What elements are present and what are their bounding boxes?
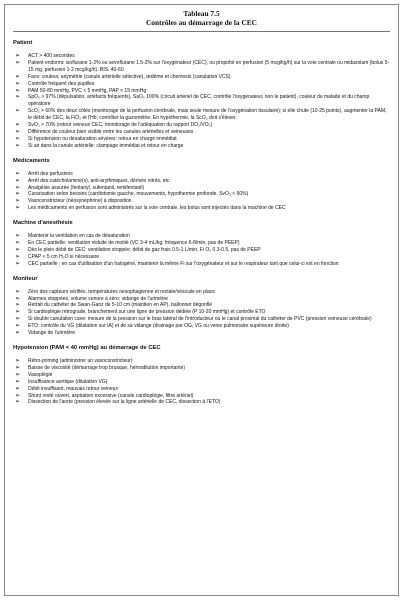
arrow-bullet-icon: ➢ xyxy=(15,59,21,66)
table-number: Tableau 7.5 xyxy=(183,9,220,18)
list-item-text: Dès le plein débit de CEC: ventilation stoppée; débit de gaz frais 0.5-1 L/min, Fi O₂ 0.3-0.5, pas de PEEP xyxy=(28,246,261,253)
list-item xyxy=(13,316,390,323)
list-item xyxy=(13,358,390,365)
section-title: Patient xyxy=(13,40,33,46)
list-item xyxy=(13,178,390,185)
list-item-text: Zéro des capteurs vérifiés, températures oesophagienne et rectale/vésicale en place xyxy=(28,288,216,295)
arrow-bullet-icon: ➢ xyxy=(15,330,21,337)
list-item xyxy=(13,254,390,261)
list-item xyxy=(13,129,390,136)
list-item-text: Si air dans la canule artérielle: clampage immédiat et retour en charge xyxy=(28,142,184,149)
sections-container xyxy=(13,40,390,406)
bullet-list xyxy=(13,233,390,268)
list-item-text: Vasoplégie xyxy=(28,371,53,378)
arrow-bullet-icon: ➢ xyxy=(15,80,21,87)
list-item xyxy=(13,53,390,60)
list-item-text: Retrait du cathéter de Swan-Ganz de 5-10 cm (maintien en AP), ballonnet dégonflé xyxy=(28,302,212,309)
arrow-bullet-icon: ➢ xyxy=(15,364,21,371)
table-title: Contrôles au démarrage de la CEC xyxy=(145,18,258,27)
list-item-text: Curarisation selon besoins (cardiotomie gauche, mouvements, hypothermie profonde, SvO₂ < 60%) xyxy=(28,191,249,198)
arrow-bullet-icon: ➢ xyxy=(15,316,21,323)
section xyxy=(13,276,390,337)
section xyxy=(13,345,390,406)
document-page xyxy=(4,4,399,596)
section-title: Hypotension (PAM < 40 mmHg) au démarrage de CEC xyxy=(13,345,161,351)
list-item-text: Dissection de l'aorte (pression élevée sur la ligne artérielle de CEC, dissection à l'ETO) xyxy=(28,399,221,406)
list-item-text: Insuffisance aortique (dilatation VG) xyxy=(28,378,108,385)
arrow-bullet-icon: ➢ xyxy=(15,253,21,260)
arrow-bullet-icon: ➢ xyxy=(15,170,21,177)
arrow-bullet-icon: ➢ xyxy=(15,53,21,59)
list-item xyxy=(13,233,390,240)
bullet-list xyxy=(13,53,390,150)
list-item-text: ScO₂ > 60% des deux côtés (monitorage de la perfusion cérébrale, mais seule mesure de l'oxygénation tissulaire); si elle chute (10-25 points), augmenter la PAM, le débit de CEC, la FiO₂ et l'Hb; contrôler la gazométrie. En hypothermie, la ScO₂ doit s'élever. xyxy=(28,108,387,122)
arrow-bullet-icon: ➢ xyxy=(15,358,21,364)
list-item-text: Vidange de l'urimètre xyxy=(28,330,76,337)
list-item xyxy=(13,94,390,108)
list-item xyxy=(13,205,390,212)
arrow-bullet-icon: ➢ xyxy=(15,205,21,212)
list-item-text: Si hypotension ou désaturation sévères: retour en charge immédiat xyxy=(28,135,177,142)
list-item-text: En CEC partielle: ventilation réduite de moitié (VC 3-4 mL/kg, fréquence 6-8/min, pas de PEEP) xyxy=(28,240,240,247)
list-item-text: Débit insuffisant, mauvais retour veineux xyxy=(28,385,118,392)
arrow-bullet-icon: ➢ xyxy=(15,94,21,101)
list-item xyxy=(13,136,390,143)
arrow-bullet-icon: ➢ xyxy=(15,246,21,253)
arrow-bullet-icon: ➢ xyxy=(15,128,21,135)
list-item xyxy=(13,309,390,316)
arrow-bullet-icon: ➢ xyxy=(15,233,21,240)
arrow-bullet-icon: ➢ xyxy=(15,302,21,309)
list-item-text: PAM 50-80 mmHg, PVC < 5 mmHg, PAP < 15 mmHg xyxy=(28,87,147,94)
arrow-bullet-icon: ➢ xyxy=(15,73,21,80)
arrow-bullet-icon: ➢ xyxy=(15,240,21,247)
list-item-text: Shunt resté ouvert, aspiration excessive (canule cardioplégie, filtre artériel) xyxy=(28,392,194,399)
list-item-text: Rétro-priming (administrer un vasoconstricteur) xyxy=(28,358,133,364)
list-item xyxy=(13,330,390,337)
list-item xyxy=(13,261,390,268)
arrow-bullet-icon: ➢ xyxy=(15,260,21,267)
list-item xyxy=(13,399,390,406)
section-title: Machine d'anesthésie xyxy=(13,220,73,227)
list-item-text: Maintenir la ventilation en cas de désaturation xyxy=(28,233,130,240)
list-item xyxy=(13,240,390,247)
arrow-bullet-icon: ➢ xyxy=(15,122,21,129)
bullet-list xyxy=(13,289,390,337)
list-item xyxy=(13,198,390,205)
list-item xyxy=(13,191,390,198)
arrow-bullet-icon: ➢ xyxy=(15,295,21,302)
list-item-text: Baisse de viscosité (démarrage trop brusque, hémodilution importante) xyxy=(28,364,186,371)
list-item xyxy=(13,296,390,303)
list-item-text: Arrêt des catécholamine(s), anti-arythmiques, dérivés nitrés, etc xyxy=(28,177,170,184)
list-item-text: Contrôle fréquent des pupilles xyxy=(28,80,95,87)
list-item-text: Face: couleur, asymétrie (canule artérielle sélective), œdème et chemosis (canulation VCS) xyxy=(28,73,231,80)
list-item-text: SpO₂ > 97% (dépulsation, artéfacts fréquents), SaO₂ 100% (circuit artériel de CEC, contrôle l'oxygénateur, non le patient), couleur du malade et du champ opératoire xyxy=(28,94,370,108)
arrow-bullet-icon: ➢ xyxy=(15,191,21,198)
list-item-text: Analgésie assurée (fentanyl, sufentanil, remifentanil) xyxy=(28,184,145,191)
list-item-text: Alarmes stoppées, volume sonore à zéro; vidange de l'urimètre xyxy=(28,295,168,302)
list-item xyxy=(13,386,390,393)
arrow-bullet-icon: ➢ xyxy=(15,378,21,385)
list-item-text: Arrêt des perfusions xyxy=(28,170,73,177)
arrow-bullet-icon: ➢ xyxy=(15,288,21,295)
list-item xyxy=(13,289,390,296)
list-item-text: Les médicaments en perfusion sont administrés sur la voie centrale, les bolus sont injectés dans la machine de CEC xyxy=(28,205,286,212)
arrow-bullet-icon: ➢ xyxy=(15,184,21,191)
list-item-text: CEC partielle ; en cas d'utilisation d'un halogéné, maintenir la même Fi sur l'oxygénateur et sur le respirateur tant que celui-ci est en fonction xyxy=(28,260,339,267)
list-item xyxy=(13,88,390,95)
arrow-bullet-icon: ➢ xyxy=(15,309,21,316)
list-item xyxy=(13,185,390,192)
list-item xyxy=(13,393,390,400)
list-item-text: SvO₂ > 70% (retour veineux CEC, monitorage de l'adéquation du rapport DO₂/VO₂) xyxy=(28,122,213,129)
arrow-bullet-icon: ➢ xyxy=(15,371,21,378)
section-title: Médicaments xyxy=(13,157,50,164)
list-item xyxy=(13,323,390,330)
list-item-text: Patient endormi: isoflurane 1-2% ou sevoflurane 1.5-2% sur l'oxygénateur (CEC), ou propofol en perfusion (5 mcg/kg/h) sur la voie centrale ou midazolam (bolus 5-15 mg, perfusion 1-2 mcg/kg/h). BIS: 40-60 xyxy=(28,59,390,73)
arrow-bullet-icon: ➢ xyxy=(15,135,21,142)
arrow-bullet-icon: ➢ xyxy=(15,87,21,94)
list-item xyxy=(13,365,390,372)
list-item-text: Si cardioplégie rétrograde, branchement sur une ligne de pression dédiée (P 10-20 mmHg) et contrôle ETO xyxy=(28,309,266,316)
bullet-list xyxy=(13,358,390,406)
list-item xyxy=(13,302,390,309)
section xyxy=(13,40,390,150)
arrow-bullet-icon: ➢ xyxy=(15,108,21,115)
list-item xyxy=(13,108,390,122)
section-title: Moniteur xyxy=(13,275,38,282)
list-item xyxy=(13,379,390,386)
section xyxy=(13,220,390,268)
list-item xyxy=(13,74,390,81)
list-item-text: Différence de couleur bien visible entre les canules artérielles et veineuses xyxy=(28,128,194,135)
arrow-bullet-icon: ➢ xyxy=(15,198,21,205)
list-item xyxy=(13,60,390,74)
arrow-bullet-icon: ➢ xyxy=(15,177,21,184)
list-item-text: Vasoconstricteur (néosynéphrine) à disposition xyxy=(28,198,132,205)
header-rule xyxy=(13,31,390,32)
list-item xyxy=(13,247,390,254)
list-item-text: Si double canulation cave: mesure de la pression sur le bras latéral de l'introducteur ou le canal proximal du cathéter de PVC (pression veineuse cérébrale) xyxy=(28,316,372,323)
list-item xyxy=(13,143,390,150)
list-item-text: CPAP < 5 cm H₂O si nécessaire xyxy=(28,253,100,260)
list-item xyxy=(13,81,390,88)
arrow-bullet-icon: ➢ xyxy=(15,323,21,330)
list-item xyxy=(13,372,390,379)
arrow-bullet-icon: ➢ xyxy=(15,399,21,406)
arrow-bullet-icon: ➢ xyxy=(15,142,21,149)
arrow-bullet-icon: ➢ xyxy=(15,392,21,399)
bullet-list xyxy=(13,171,390,212)
list-item xyxy=(13,122,390,129)
arrow-bullet-icon: ➢ xyxy=(15,385,21,392)
list-item-text: ACT > 400 secondes xyxy=(28,53,75,59)
list-item-text: ETO: contrôle du VG (dilatation sur IA) et de sa vidange (drainage par OG, VG ou veine pulmonaire supérieure droite) xyxy=(28,323,289,330)
section xyxy=(13,158,390,212)
list-item xyxy=(13,171,390,178)
